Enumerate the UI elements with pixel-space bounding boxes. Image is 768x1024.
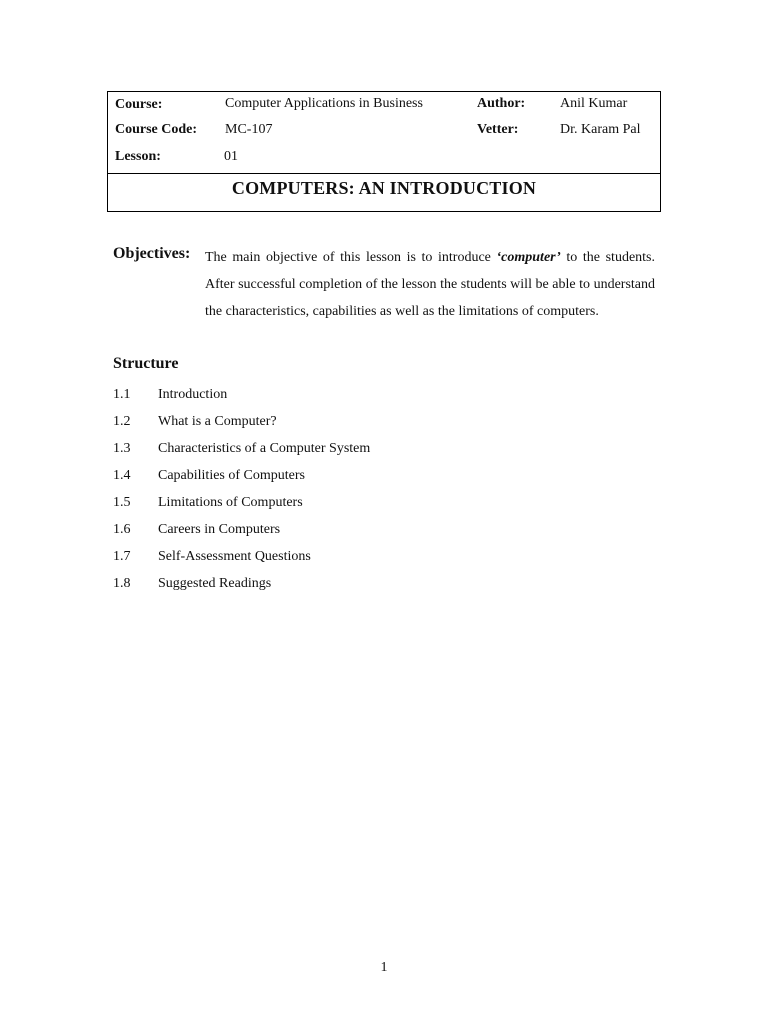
structure-item	[113, 572, 370, 599]
vetter-value: Dr. Karam Pal	[560, 122, 641, 137]
structure-item-label: What is a Computer?	[158, 414, 277, 429]
structure-item-number: 1.7	[113, 549, 131, 564]
course-header-box	[107, 91, 661, 212]
structure-item	[113, 464, 370, 491]
objectives-text-before: The main objective of this lesson is to introduce	[205, 250, 497, 265]
objectives-label: Objectives:	[113, 245, 191, 262]
structure-heading: Structure	[113, 355, 179, 372]
structure-item-number: 1.4	[113, 468, 131, 483]
structure-item-label: Introduction	[158, 387, 228, 402]
structure-item-label: Suggested Readings	[158, 576, 272, 591]
author-value: Anil Kumar	[560, 96, 628, 111]
structure-item-number: 1.5	[113, 495, 131, 510]
lesson-label: Lesson:	[115, 149, 161, 164]
structure-item-number: 1.3	[113, 441, 131, 456]
structure-item-number: 1.6	[113, 522, 131, 537]
course-info-grid	[108, 92, 660, 174]
structure-item-label: Limitations of Computers	[158, 495, 303, 510]
structure-item	[113, 383, 370, 410]
course-label: Course:	[115, 97, 163, 112]
structure-item-label: Capabilities of Computers	[158, 468, 305, 483]
structure-item-label: Characteristics of a Computer System	[158, 441, 371, 456]
course-code-value: MC-107	[225, 122, 273, 137]
structure-item	[113, 545, 370, 572]
course-code-label: Course Code:	[115, 122, 198, 137]
structure-item	[113, 491, 370, 518]
lesson-value: 01	[224, 149, 238, 164]
structure-item	[113, 437, 370, 464]
lesson-title: COMPUTERS: AN INTRODUCTION	[231, 178, 537, 198]
structure-item-number: 1.1	[113, 387, 131, 402]
course-value: Computer Applications in Business	[225, 96, 423, 111]
objectives-text-after: to the students. After successful completion of the lesson the students will be able to understand the characteristics, capabilities as well as the limitations of computers.	[205, 250, 655, 319]
structure-item	[113, 410, 370, 437]
structure-item-label: Self-Assessment Questions	[158, 549, 311, 564]
objectives-text	[205, 244, 655, 325]
structure-item-number: 1.8	[113, 576, 131, 591]
page-number: 1	[380, 960, 388, 975]
structure-item-label: Careers in Computers	[158, 522, 281, 537]
structure-item-number: 1.2	[113, 414, 131, 429]
vetter-label: Vetter:	[477, 122, 519, 137]
author-label: Author:	[477, 96, 526, 111]
objectives-emphasis: ‘computer’	[496, 250, 561, 265]
structure-item	[113, 518, 370, 545]
structure-list	[113, 383, 370, 599]
